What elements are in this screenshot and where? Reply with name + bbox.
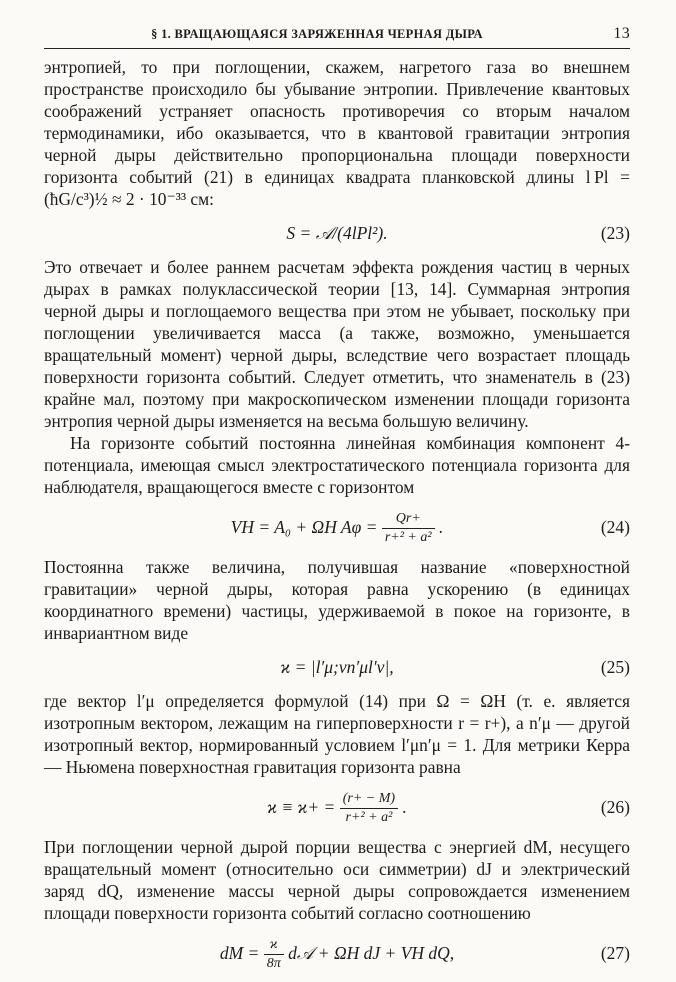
- paragraph-4: Постоянна также величина, получившая название «поверхностной гравитации» черной дыры, которая равна ускорению (в единицах координатного времени) частицы, удерживаемой в покое на горизонте, в инвариантном виде: [44, 557, 630, 643]
- equation-27-body: [44, 927, 630, 979]
- equation-23: [44, 213, 630, 253]
- equation-27-tail: d𝒜 + ΩH dJ + VH dQ,: [288, 943, 455, 963]
- equation-24-body: [44, 501, 630, 553]
- equation-24: [44, 501, 630, 553]
- body-text: [44, 56, 630, 982]
- equation-26-denominator: r+² + a²: [345, 810, 393, 826]
- paragraph-6: При поглощении черной дырой порции вещества с энергией dM, несущего вращательный момент (относительно оси симметрии) dJ и электрический заряд dQ, изменение массы черной дыры сопровождается изменением площади поверхности горизонта событий согласно соотношению: [44, 837, 630, 923]
- equation-27-number: (27): [600, 943, 630, 963]
- equation-27-fraction: [264, 936, 284, 973]
- equation-23-number: (23): [600, 223, 630, 243]
- paragraph-1: энтропией, то при поглощении, скажем, нагретого газа во внешнем пространстве происходило бы убывание энтропии. Привлечение квантовых соображений устраняет опасность противоречия со вторым началом термодинамики, ибо оказывается, что в квантовой гравитации энтропия черной дыры действительно пропорциональна площади поверхности горизонта событий (21) в единицах квадрата планковской длины l Pl = (ħG/c³)½ ≈ 2 · 10⁻³³ см:: [44, 57, 630, 209]
- equation-26-lhs: ϰ ≡ ϰ+ =: [267, 797, 336, 817]
- equation-24-tail: .: [438, 517, 444, 537]
- paragraph-5: где вектор l′μ определяется формулой (14) при Ω = ΩH (т. е. является изотропным вектором, лежащим на гиперповерхности r = r+), а n′μ — другой изотропный вектор, нормированный условием l′μn′μ = 1. Для метрики Керра — Ньюмена поверхностная гравитация горизонта равна: [44, 691, 630, 777]
- equation-26-number: (26): [600, 797, 630, 817]
- equation-24-denominator: r+² + a²: [384, 530, 432, 546]
- equation-23-body: S = 𝒜/(4lPl²).: [286, 223, 388, 243]
- equation-27-lhs: dM =: [219, 943, 260, 963]
- page-number: 13: [613, 25, 630, 42]
- equation-26-numerator: (r+ − M): [340, 790, 398, 809]
- running-header: [44, 22, 630, 49]
- equation-26: [44, 781, 630, 833]
- equation-27-numerator: ϰ: [264, 936, 284, 955]
- section-title: § 1. ВРАЩАЮЩАЯСЯ ЗАРЯЖЕННАЯ ЧЕРНАЯ ДЫРА: [151, 27, 483, 41]
- paragraph-3: На горизонте событий постоянна линейная комбинация компонент 4-потенциала, имеющая смысл электростатического потенциала горизонта для наблюдателя, вращающегося вместе с горизонтом: [44, 433, 630, 497]
- equation-24-numerator: Qr+: [382, 510, 435, 529]
- equation-25-body: ϰ = |l′μ;νn′μl′ν|,: [280, 657, 394, 677]
- equation-26-tail: .: [402, 797, 407, 817]
- equation-27-denominator: 8π: [266, 956, 281, 972]
- equation-25-number: (25): [600, 657, 630, 677]
- equation-26-fraction: [340, 790, 398, 827]
- equation-27: [44, 927, 630, 979]
- equation-24-lhs: VH = A₀ + ΩH Aφ =: [230, 517, 378, 537]
- equation-24-number: (24): [600, 517, 630, 537]
- equation-25: [44, 647, 630, 687]
- equation-24-fraction: [382, 510, 435, 547]
- paragraph-2: Это отвечает и более раннем расчетам эффекта рождения частиц в черных дырах в рамках полуклассической теории [13, 14]. Суммарная энтропия черной дыры и поглощаемого вещества при этом не убывает, поскольку при поглощении увеличивается масса (а также, возможно, уменьшается вращательный момент) черной дыры, вследствие чего возрастает площадь поверхности горизонта событий. Следует отметить, что знаменатель в (23) крайне мал, поэтому при макроскопическом изменении площади горизонта энтропия черной дыры изменяется на весьма большую величину.: [44, 257, 630, 431]
- equation-26-body: [44, 781, 630, 833]
